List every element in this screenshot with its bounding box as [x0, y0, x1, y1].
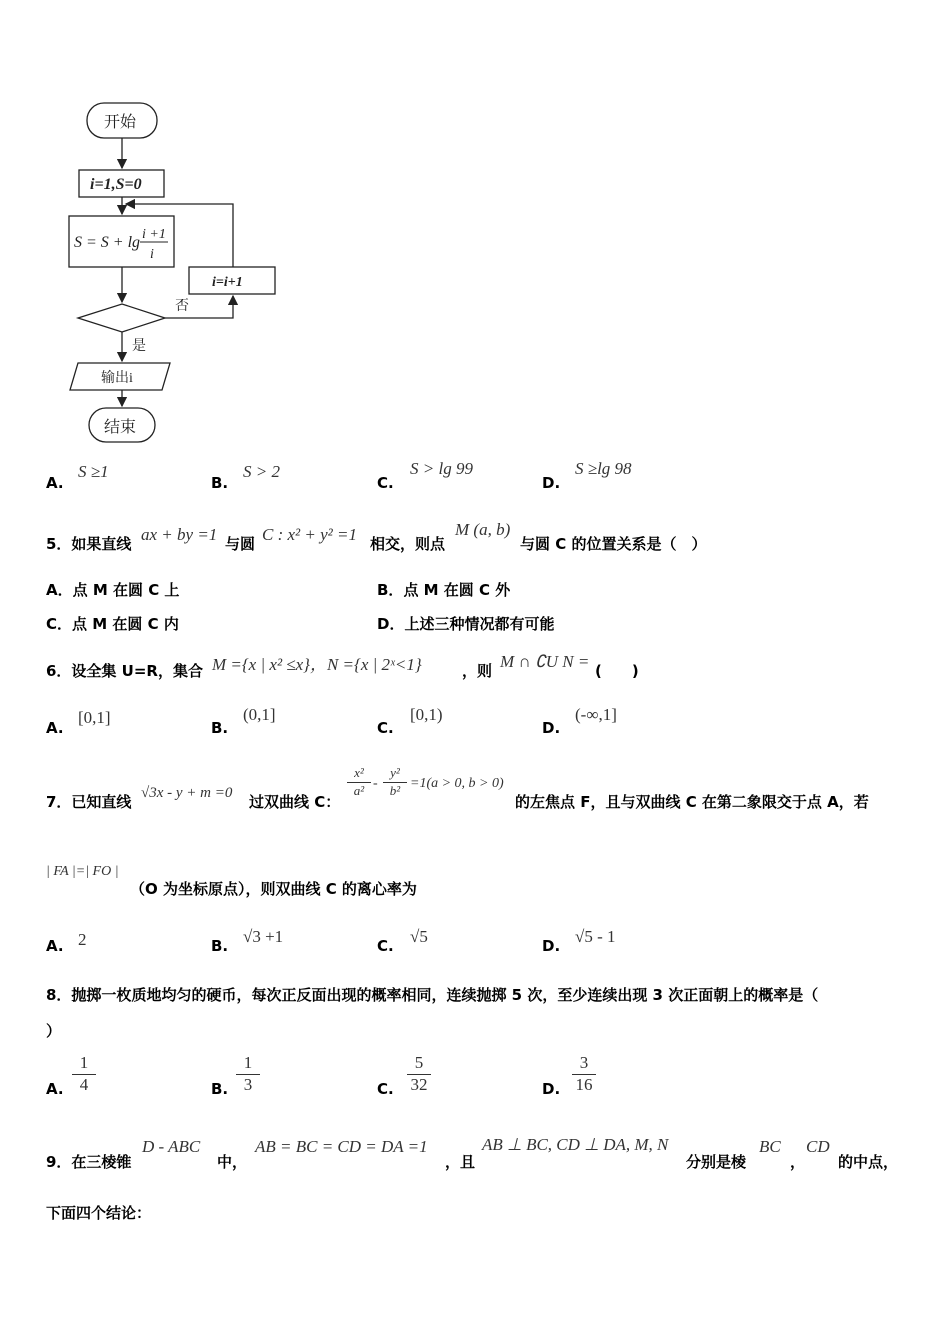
- num: y²: [383, 765, 407, 783]
- q6-option-a[interactable]: [0,1]: [78, 708, 111, 727]
- den: 32: [410, 1075, 428, 1094]
- text: 点 M 在圆 C 内: [72, 615, 179, 633]
- svg-text:结束: 结束: [104, 419, 137, 436]
- q6-text-1: 6．设全集 U=R，集合: [46, 662, 203, 680]
- q8-option-d-letter: D.: [542, 1080, 561, 1098]
- q7-option-b-letter: B.: [211, 937, 229, 955]
- text: 点 M 在圆 C 上: [72, 581, 180, 599]
- text: 点 M 在圆 C 外: [403, 581, 511, 599]
- q7-option-d-letter: D.: [542, 937, 561, 955]
- q6-option-c[interactable]: [0,1): [410, 705, 443, 724]
- q9-text-5: ，: [790, 1153, 806, 1171]
- letter: B．: [377, 581, 404, 599]
- q7-option-d[interactable]: √5 - 1: [575, 927, 616, 946]
- q5-option-b[interactable]: [377, 579, 510, 600]
- q7-text-1: 7．已知直线: [46, 793, 132, 811]
- q9-text-4: 分别是棱: [686, 1153, 747, 1171]
- q6-text-2: ，则: [462, 662, 493, 680]
- q5-math-2: C : x² + y² =1: [262, 525, 357, 544]
- q5-text-2: 与圆: [225, 535, 256, 553]
- condition-node: [78, 304, 165, 332]
- q9-math-5: CD: [806, 1137, 830, 1156]
- q5-text-1: 5．如果直线: [46, 535, 132, 553]
- q9-math-2: AB = BC = CD = DA =1: [255, 1137, 428, 1156]
- q8-option-c-letter: C.: [377, 1080, 394, 1098]
- q7-math-1: √3x - y + m =0: [141, 785, 233, 801]
- q6-option-d-letter: D.: [542, 719, 561, 737]
- q5-math-3: M (a, b): [455, 520, 511, 539]
- q9-text-1: 9．在三棱锥: [46, 1153, 132, 1171]
- letter: C．: [46, 615, 73, 633]
- svg-text:i +1: i +1: [142, 227, 166, 242]
- q7-text-4: （O 为坐标原点），则双曲线 C 的离心率为: [130, 880, 417, 898]
- flowchart: [60, 95, 290, 450]
- q6-option-d[interactable]: (-∞,1]: [575, 705, 617, 724]
- svg-text:是: 是: [132, 339, 146, 354]
- num: 1: [236, 1053, 260, 1075]
- q8-text-1: 8．抛掷一枚质地均匀的硬币，每次正反面出现的概率相同，连续抛掷 5 次，至少连续出现 3 次正面朝上的概率是（: [46, 986, 819, 1004]
- q5-text-4: 与圆 C 的位置关系是（ ）: [520, 535, 707, 553]
- q9-text-7: 下面四个结论：: [46, 1204, 152, 1222]
- q6-option-a-letter: A.: [46, 719, 64, 737]
- den: a²: [353, 783, 365, 798]
- q7-math-2-tail: =1(a > 0, b > 0): [410, 776, 504, 791]
- num: 1: [72, 1053, 96, 1075]
- q6-option-c-letter: C.: [377, 719, 394, 737]
- q7-option-a[interactable]: 2: [78, 930, 87, 949]
- q7-frac-1: [347, 765, 371, 799]
- q4-option-a[interactable]: S ≥1: [78, 462, 109, 481]
- output-label: 输出i: [101, 371, 133, 386]
- den: 3: [243, 1075, 253, 1094]
- svg-text:i=1,S=0: i=1,S=0: [90, 176, 142, 193]
- q7-text-3: 的左焦点 F，且与双曲线 C 在第二象限交于点 A，若: [515, 793, 869, 811]
- den: b²: [389, 783, 401, 798]
- q4-option-c-letter: C.: [377, 474, 394, 492]
- q7-math-3: | FA |=| FO |: [46, 864, 119, 879]
- q9-text-3: ，且: [445, 1153, 476, 1171]
- text: 上述三种情况都有可能: [404, 615, 555, 633]
- letter: A．: [46, 581, 73, 599]
- svg-text:i: i: [150, 247, 154, 262]
- q6-text-3: ( ): [595, 662, 639, 680]
- svg-text:开始: 开始: [104, 114, 137, 131]
- den: 4: [79, 1075, 89, 1094]
- den: 16: [575, 1075, 593, 1094]
- q7-option-c[interactable]: √5: [410, 927, 428, 946]
- q7-frac-2: [383, 765, 407, 799]
- q6-math-1: M ={x | x² ≤x}，N ={x | 2ˣ<1}: [212, 655, 422, 674]
- q7-text-2: 过双曲线 C：: [249, 793, 341, 811]
- q9-math-4: BC: [759, 1137, 781, 1156]
- q8-option-b-letter: B.: [211, 1080, 229, 1098]
- q9-text-2: 中，: [217, 1153, 248, 1171]
- q9-text-6: 的中点，: [838, 1153, 899, 1171]
- num: 3: [572, 1053, 596, 1075]
- q9-math-3: AB ⊥ BC, CD ⊥ DA, M, N: [482, 1135, 669, 1154]
- q8-option-b[interactable]: [236, 1053, 260, 1095]
- q5-option-c[interactable]: [46, 613, 179, 634]
- q4-option-d-letter: D.: [542, 474, 561, 492]
- q5-option-a[interactable]: [46, 579, 179, 600]
- q8-option-d[interactable]: [572, 1053, 596, 1095]
- svg-text:i=i+1: i=i+1: [212, 275, 243, 290]
- letter: D．: [377, 615, 405, 633]
- q7-option-c-letter: C.: [377, 937, 394, 955]
- svg-text:S = S + lg: S = S + lg: [74, 234, 141, 251]
- q7-option-a-letter: A.: [46, 937, 64, 955]
- q6-option-b-letter: B.: [211, 719, 229, 737]
- q7-minus: -: [373, 776, 378, 791]
- q8-option-a-letter: A.: [46, 1080, 64, 1098]
- q8-text-2: ）: [46, 1022, 62, 1040]
- q4-option-b[interactable]: S > 2: [243, 462, 280, 481]
- q4-option-a-letter: A.: [46, 474, 64, 492]
- q4-option-c[interactable]: S > lg 99: [410, 459, 473, 478]
- q6-option-b[interactable]: (0,1]: [243, 705, 276, 724]
- q5-option-d[interactable]: [377, 613, 554, 634]
- q9-math-1: D - ABC: [142, 1137, 201, 1156]
- q6-math-2: M ∩ ∁U N =: [500, 652, 590, 671]
- num: 5: [407, 1053, 431, 1075]
- q8-option-c[interactable]: [407, 1053, 431, 1095]
- num: x²: [347, 765, 371, 783]
- svg-text:否: 否: [175, 299, 189, 314]
- q4-option-d[interactable]: S ≥lg 98: [575, 459, 632, 478]
- q4-option-b-letter: B.: [211, 474, 229, 492]
- q8-option-a[interactable]: [72, 1053, 96, 1095]
- q7-option-b[interactable]: √3 +1: [243, 927, 284, 946]
- q5-math-1: ax + by =1: [141, 525, 218, 544]
- q5-text-3: 相交，则点: [370, 535, 446, 553]
